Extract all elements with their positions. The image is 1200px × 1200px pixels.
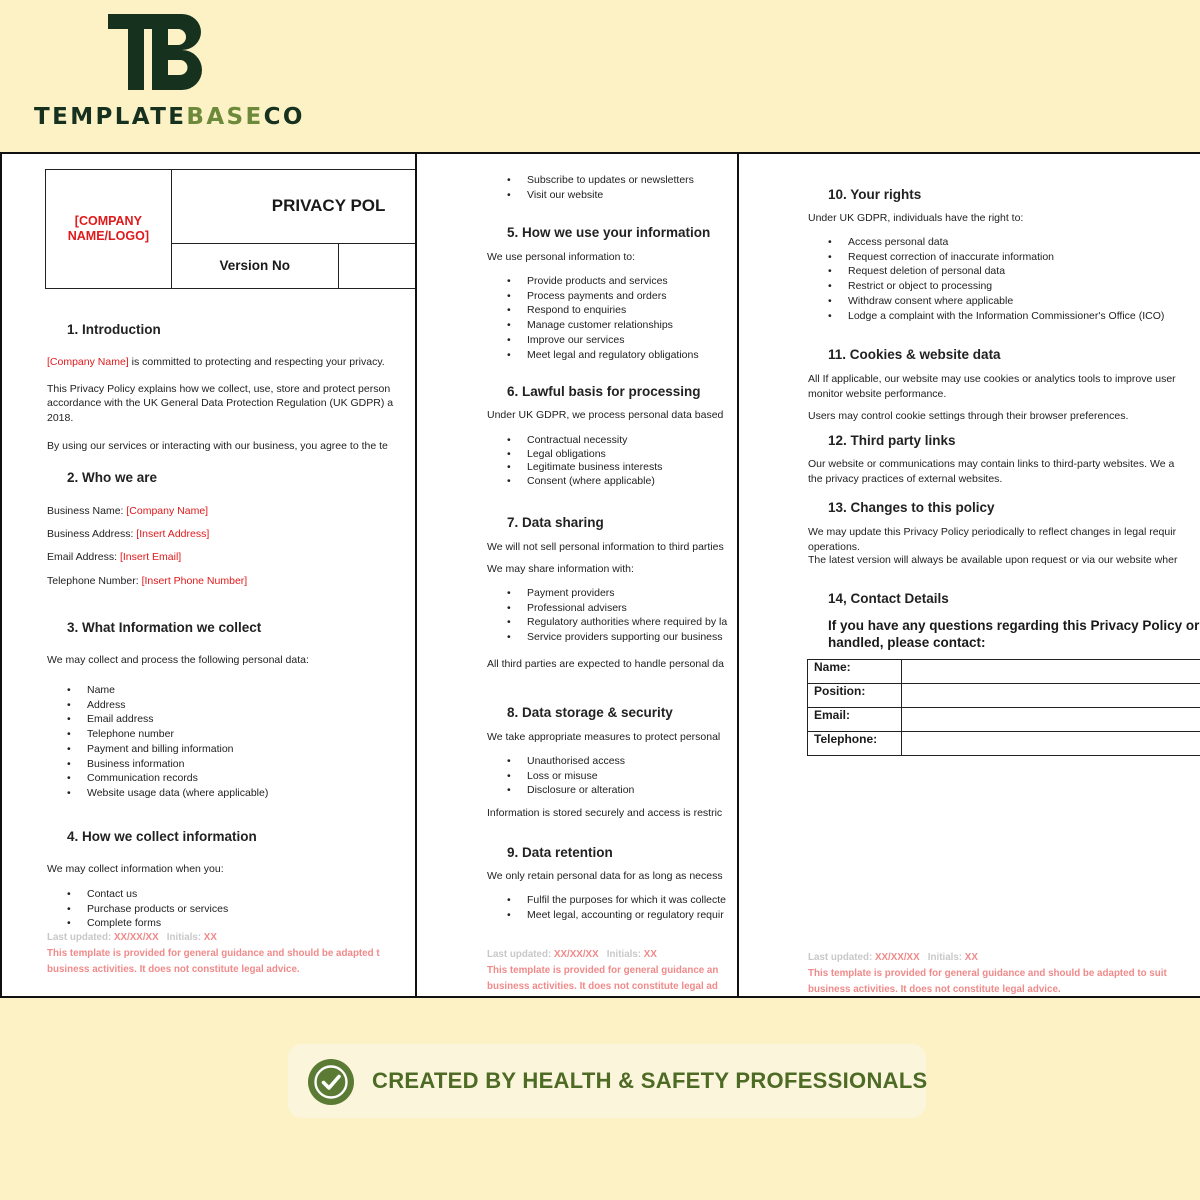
section-heading: 8. Data storage & security <box>507 705 673 720</box>
paragraph-line: We may update this Privacy Policy periodically to reflect changes in legal requir <box>808 526 1177 538</box>
section-heading: 5. How we use your information <box>507 225 711 240</box>
section-heading: 10. Your rights <box>828 187 922 202</box>
list-item: • Request deletion of personal data <box>808 264 1164 279</box>
last-updated-line: Last updated: XX/XX/XX Initials: XX <box>487 949 657 960</box>
list-item: • Fulfil the purposes for which it was collecte <box>487 893 726 908</box>
paragraph-line: All third parties are expected to handle personal da <box>487 658 724 670</box>
paragraph-line: Our website or communications may contain links to third-party websites. We a <box>808 458 1175 470</box>
version-label: Version No <box>172 244 339 288</box>
email-address-line: Email Address: [Insert Email] <box>47 551 182 563</box>
document-page-3 <box>737 152 1200 998</box>
security-list <box>487 754 634 798</box>
contact-lead: If you have any questions regarding this Privacy Policy or handled, please contact: <box>828 618 1200 650</box>
list-item: • Manage customer relationships <box>487 318 699 333</box>
list-item: • Telephone number <box>47 727 268 742</box>
paragraph-line: We may collect and process the following personal data: <box>47 654 309 666</box>
contact-details-table <box>807 659 1200 756</box>
list-item: • Communication records <box>47 771 268 786</box>
badge-text: CREATED BY HEALTH & SAFETY PROFESSIONALS <box>372 1068 928 1093</box>
contact-label-name: Name: <box>808 660 902 684</box>
paragraph-line: This Privacy Policy explains how we collect, use, store and protect person <box>47 383 391 395</box>
list-item: • Disclosure or alteration <box>487 783 634 798</box>
list-item: • Payment and billing information <box>47 742 268 757</box>
company-logo-placeholder: [COMPANY NAME/LOGO] <box>67 213 149 243</box>
contact-value-cell[interactable] <box>902 732 1200 756</box>
list-item: • Name <box>47 683 268 698</box>
list-item: • Payment providers <box>487 586 727 601</box>
disclaimer: This template is provided for general guidance and should be adapted t business activities. It does not constitute legal advice. <box>47 948 380 975</box>
paragraph-line: We may share information with: <box>487 563 634 575</box>
list-item: • Respond to enquiries <box>487 303 699 318</box>
collected-data-list <box>47 683 268 801</box>
business-address-line: Business Address: [Insert Address] <box>47 528 210 540</box>
paragraph-line: The latest version will always be available upon request or via our website wher <box>808 554 1178 566</box>
section-heading: 9. Data retention <box>507 845 613 860</box>
contact-value-cell[interactable] <box>902 708 1200 732</box>
list-item: • Restrict or object to processing <box>808 279 1164 294</box>
contact-value-cell[interactable] <box>902 684 1200 708</box>
list-item: • Email address <box>47 712 268 727</box>
section-heading: 13. Changes to this policy <box>828 500 995 515</box>
paragraph-line: We use personal information to: <box>487 251 636 263</box>
retention-list <box>487 893 726 922</box>
paragraph-line: monitor website performance. <box>808 388 947 400</box>
paragraph-line: We will not sell personal information to third parties <box>487 541 724 553</box>
list-item: • Website usage data (where applicable) <box>47 786 268 801</box>
list-item: • Purchase products or services <box>47 902 228 917</box>
paragraph-line: Information is stored securely and access is restric <box>487 807 723 819</box>
section-heading: 3. What Information we collect <box>67 620 262 635</box>
list-item: • Contact us <box>47 887 228 902</box>
paragraph-line: We only retain personal data for as long as necess <box>487 870 723 882</box>
paragraph-line: All If applicable, our website may use cookies or analytics tools to improve user <box>808 373 1176 385</box>
sharing-list <box>487 586 727 645</box>
list-item: • Meet legal, accounting or regulatory requir <box>487 908 726 923</box>
list-item: • Consent (where applicable) <box>487 475 662 489</box>
list-item: • Withdraw consent where applicable <box>808 294 1164 309</box>
list-item: • Access personal data <box>808 235 1164 250</box>
list-item: • Legitimate business interests <box>487 461 662 475</box>
paragraph-line: accordance with the UK General Data Protection Regulation (UK GDPR) a <box>47 397 394 409</box>
list-item: • Legal obligations <box>487 448 662 462</box>
contact-label-telephone: Telephone: <box>808 732 902 756</box>
paragraph-line: Users may control cookie settings through their browser preferences. <box>808 410 1129 422</box>
contact-label-email: Email: <box>808 708 902 732</box>
list-continued <box>487 173 694 202</box>
list-item: • Provide products and services <box>487 274 699 289</box>
brand-name: TEMPLATEBASECO <box>34 104 305 130</box>
telephone-line: Telephone Number: [Insert Phone Number] <box>47 575 248 587</box>
paragraph-line: the privacy practices of external websites. <box>808 473 1003 485</box>
check-circle-icon <box>307 1058 355 1106</box>
list-item: • Contractual necessity <box>487 433 662 448</box>
list-item: • Improve our services <box>487 333 699 348</box>
section-heading: 12. Third party links <box>828 433 956 448</box>
document-header-table <box>45 169 416 289</box>
paragraph-line: Under UK GDPR, individuals have the right to: <box>808 212 1024 224</box>
list-item: • Meet legal and regulatory obligations <box>487 348 699 363</box>
created-by-badge <box>288 1044 926 1118</box>
list-item: • Professional advisers <box>487 601 727 616</box>
business-name-line: Business Name: [Company Name] <box>47 505 209 517</box>
section-heading: 6. Lawful basis for processing <box>507 384 701 399</box>
disclaimer: This template is provided for general guidance and should be adapted to suit business activities. It does not constitute legal advice. <box>808 968 1167 995</box>
list-item: • Unauthorised access <box>487 754 634 769</box>
contact-value-cell[interactable] <box>902 660 1200 684</box>
list-item: • Address <box>47 698 268 713</box>
list-item: • Complete forms <box>47 916 228 931</box>
section-heading: 14, Contact Details <box>828 591 949 606</box>
intro-line: [Company Name] is committed to protecting and respecting your privacy. <box>47 356 385 368</box>
paragraph-line: By using our services or interacting with our business, you agree to the te <box>47 440 388 452</box>
lawful-basis-list <box>487 433 662 488</box>
last-updated-line: Last updated: XX/XX/XX Initials: XX <box>47 932 217 943</box>
paragraph-line: 2018. <box>47 412 74 424</box>
document-page-2 <box>415 152 740 998</box>
section-heading: 11. Cookies & website data <box>828 347 1001 362</box>
last-updated-line: Last updated: XX/XX/XX Initials: XX <box>808 952 978 963</box>
paragraph-line: We may collect information when you: <box>47 863 224 875</box>
list-item: • Loss or misuse <box>487 769 634 784</box>
paragraph-line: Under UK GDPR, we process personal data based <box>487 409 724 421</box>
list-item: • Business information <box>47 757 268 772</box>
paragraph-line: operations. <box>808 541 860 553</box>
section-heading: 4. How we collect information <box>67 829 257 844</box>
document-title: PRIVACY POL <box>271 196 386 216</box>
rights-list <box>808 235 1164 323</box>
document-page-1 <box>0 152 418 998</box>
list-item: • Lodge a complaint with the Information Commissioner's Office (ICO) <box>808 309 1164 324</box>
contact-label-position: Position: <box>808 684 902 708</box>
section-heading: 2. Who we are <box>67 470 158 485</box>
list-item: • Visit our website <box>487 188 694 203</box>
list-item: • Service providers supporting our business <box>487 630 727 645</box>
list-item: • Request correction of inaccurate information <box>808 250 1164 265</box>
list-item: • Regulatory authorities where required by la <box>487 615 727 630</box>
paragraph-line: We take appropriate measures to protect personal <box>487 731 721 743</box>
section-heading: 1. Introduction <box>67 322 161 337</box>
section-heading: 7. Data sharing <box>507 515 604 530</box>
collection-methods-list <box>47 887 228 931</box>
usage-list <box>487 274 699 362</box>
disclaimer: This template is provided for general guidance an business activities. It does not constitute legal ad <box>487 965 719 992</box>
list-item: • Subscribe to updates or newsletters <box>487 173 694 188</box>
brand-logo-mark <box>108 14 208 90</box>
list-item: • Process payments and orders <box>487 289 699 304</box>
